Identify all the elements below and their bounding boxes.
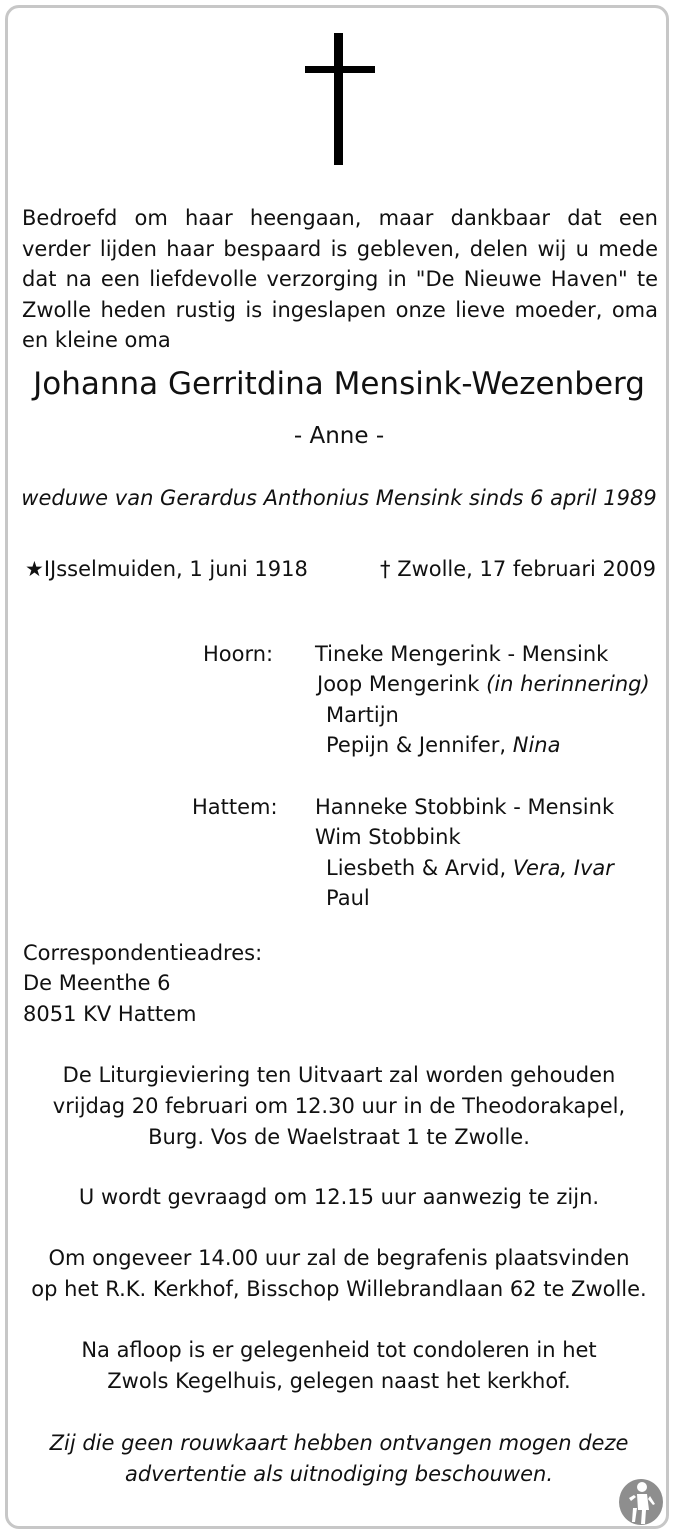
family-member: Wim Stobbink bbox=[315, 825, 461, 849]
death-line bbox=[380, 554, 656, 584]
birth-text: IJsselmuiden, 1 juni 1918 bbox=[43, 557, 308, 581]
member-name: Joop Mengerink bbox=[317, 672, 480, 696]
member-note: (in herinnering) bbox=[486, 672, 650, 696]
family-member: Tineke Mengerink - Mensink bbox=[315, 642, 609, 666]
family-member bbox=[317, 669, 650, 699]
cross-icon bbox=[0, 0, 678, 180]
intro-text: Bedroefd om haar heengaan, maar dankbaar dat een verder lijden haar bespaard is gebleven, delen wij u mede dat na een liefdevolle verzorging in "De Nieuwe Haven" te Zwolle heden rustig is ingeslapen onze lieve moeder, oma en kleine oma bbox=[22, 206, 658, 352]
death-text: Zwolle, 17 februari 2009 bbox=[397, 557, 656, 581]
condolence-line: Zwols Kegelhuis, gelegen naast het kerkhof. bbox=[107, 1369, 571, 1393]
closing-line: Zij die geen rouwkaart hebben ontvangen mogen deze bbox=[49, 1431, 629, 1455]
family-member: Paul bbox=[326, 886, 370, 910]
burial-line: Om ongeveer 14.00 uur zal de begrafenis plaatsvinden bbox=[48, 1246, 630, 1270]
family-place-hattem: Hattem: bbox=[192, 795, 278, 819]
dagger-icon: † bbox=[380, 557, 391, 581]
presence-line: U wordt gevraagd om 12.15 uur aanwezig te zijn. bbox=[78, 1185, 600, 1209]
walking-figure-logo bbox=[617, 1474, 665, 1526]
family-member bbox=[326, 853, 614, 883]
member-name: Pepijn & Jennifer, bbox=[326, 733, 507, 757]
member-note: Vera, Ivar bbox=[512, 856, 614, 880]
birth-line bbox=[25, 554, 308, 584]
family-place-hoorn: Hoorn: bbox=[203, 642, 274, 666]
deceased-nickname: - Anne - bbox=[293, 423, 385, 449]
widow-line: weduwe van Gerardus Anthonius Mensink sinds 6 april 1989 bbox=[21, 486, 657, 510]
correspondence-city: 8051 KV Hattem bbox=[23, 1002, 197, 1026]
family-member bbox=[326, 730, 560, 760]
deceased-name: Johanna Gerritdina Mensink-Wezenberg bbox=[33, 366, 645, 402]
ceremony-line: De Liturgieviering ten Uitvaart zal worden gehouden bbox=[62, 1063, 616, 1087]
family-member: Hanneke Stobbink - Mensink bbox=[315, 795, 615, 819]
correspondence-label: Correspondentieadres: bbox=[23, 941, 263, 965]
condolence-line: Na afloop is er gelegenheid tot condoleren in het bbox=[81, 1338, 597, 1362]
family-member: Martijn bbox=[326, 703, 399, 727]
ceremony-line: vrijdag 20 februari om 12.30 uur in de Theodorakapel, bbox=[52, 1094, 626, 1118]
member-note: Nina bbox=[512, 733, 561, 757]
star-icon: ★ bbox=[25, 557, 44, 581]
correspondence-street: De Meenthe 6 bbox=[23, 971, 171, 995]
ceremony-line: Burg. Vos de Waelstraat 1 te Zwolle. bbox=[148, 1125, 530, 1149]
member-name: Liesbeth & Arvid, bbox=[326, 856, 507, 880]
burial-line: op het R.K. Kerkhof, Bisschop Willebrandlaan 62 te Zwolle. bbox=[31, 1277, 647, 1301]
closing-line: advertentie als uitnodiging beschouwen. bbox=[124, 1462, 554, 1486]
